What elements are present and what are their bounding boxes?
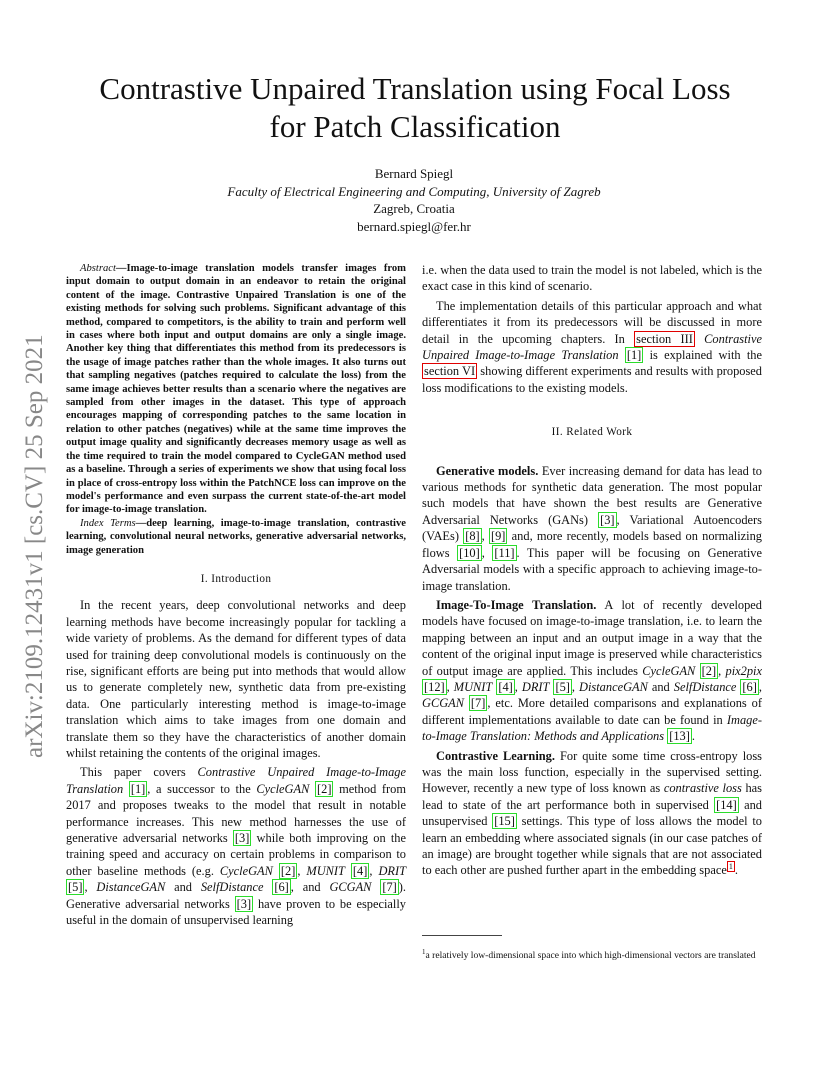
citation-link[interactable]: [4] [352,863,368,878]
citation-link[interactable]: [15] [494,814,515,829]
citation-link[interactable]: [11] [494,545,515,560]
citation-link[interactable]: [1] [130,781,146,796]
author-location: Zagreb, Croatia [373,201,455,216]
title-line-1: Contrastive Unpaired Translation using Focal Loss [99,71,731,106]
citation-link[interactable]: [14] [716,797,737,812]
index-terms: Index Terms—deep learning, image-to-image translation, contrastive learning, convolutional neural networks, generative adversarial networks, image generation [66,517,406,556]
index-terms-label: Index Terms [80,517,136,529]
intro-paragraph-1: In the recent years, deep convolutional networks and deep learning methods have become increasingly popular for tackling a wide variety of problems. As the demand for different types of data used for training deep convolutional models is continuously on the rise, significant efforts are being put into methods that would allow us to generate completely new, synthetic data from pre-existing data. One particularly interesting method is image-to-image translation which aims to take images from one domain and translate them so they have the characteristics of another domain whilst retaining the contents of the original images. [66,598,406,760]
abstract-label: Abstract [80,263,116,274]
footnote-divider [422,935,502,936]
paper-title [60,70,770,146]
author-name: Bernard Spiegl [374,166,454,181]
section-link[interactable]: section VI [424,364,476,379]
intro-paragraph-continued: i.e. when the data used to train the model is not labeled, which is the exact case in this kind of scenario. [422,263,762,294]
citation-link[interactable]: [7] [382,880,397,895]
paragraph-contrastive-learning: Contrastive Learning. For quite some time cross-entropy loss was the main loss function, especially in the supervised setting. However, recently a new type of loss known as contrastive loss has lead to state of the art performance both in supervised [14] and unsupervised [15] settings. This type of loss allows the model to learn an embedding where associated signals (in our case patches of an image) are brought together while signals that are not associated to each other are pushed further apart in the embedding space $^1$ . [422,748,762,878]
intro-paragraph-3: The implementation details of this particular approach and what differentiates it from its predecessors will be discussed in more detail in the upcoming chapters. In section III Contrastive Unpaired Image-to-Image Translation [1] is explained with the section VI showing different experiments and results with proposed loss modifications to the existing models. [422,298,762,395]
citation-link[interactable]: [7] [470,696,486,711]
abstract: Abstract—Image-to-image translation models transfer images from input domain to output domain in an endeavor to retain the original content of the image. Contrastive Unpaired Translation is one of the existing methods for solving such problems. Significant advantage of this method, compared to competitors, is the ability to train and perform well in cases where both input and output domains are only a single image. Another key thing that differentiates this method from its predecessors is the usage of image patches rather than the whole images. It also turns out that sampling negatives (patches required to calculate the loss) from the same image achieves better results than a scenario where the negatives are sampled from other images in the dataset. This type of approach encourages mapping of corresponding patches to the same location in relation to other patches (negatives) while at the same time improves the output image quality and significantly decreases memory usage as well as the time required to train the model compared to CycleGAN method used as a baseline. Through a series of experiments we show that using focal loss in place of cross-entropy loss within the PatchNCE loss can improve on the model's performance and even surpass the current state-of-the-art model for image-to-image translation. [66,263,406,516]
citation-link[interactable]: [3] [600,512,615,527]
section-heading-related-work: II. Related Work [551,426,633,439]
title-line-2: for Patch Classification [269,109,561,144]
paragraph-generative-models: Generative models. Ever increasing demand for data has lead to various methods for synthetic data generation. The most popular such models that have shown the best results are Generative Adversarial Networks (GANs) [3] , Variational Autoencoders (VAEs) [8] , [9] and, more recently, models based on normalizing flows [10] , [11] . This paper will be focusing on Generative Adversarial models with a specific approach to achieving image-to-image translation. [422,463,763,593]
citation-link[interactable]: [2] [280,863,296,878]
citation-link[interactable]: [2] [701,663,717,678]
section-heading-introduction: I. Introduction [200,572,272,585]
author-affiliation: Faculty of Electrical Engineering and Computing, University of Zagreb [227,183,601,199]
citation-link[interactable]: [3] [234,831,250,846]
citation-link[interactable]: [6] [742,679,757,694]
citation-link[interactable]: [5] [555,679,570,694]
citation-link[interactable]: [10] [459,545,480,560]
author-block [100,165,728,235]
citation-link[interactable]: [13] [669,729,690,744]
citation-link[interactable]: [4] [498,679,513,694]
citation-link[interactable]: [3] [236,896,252,911]
paragraph-image-to-image: Image-To-Image Translation. A lot of recently developed models have focused on image-to-image translation, i.e. to learn the mapping between an input and an output image in a way that the content of the original input image is preserved while characteristics of output image are applied. This includes CycleGAN [2] , pix2pix [12] , MUNIT [4] , DRIT [5] , DistanceGAN and SelfDistance [6] , GCGAN [7] , etc. More detailed comparisons and explanations of different implementations available to date can be found in Image-to-Image Translation: Methods and Applications [13] . [422,597,762,744]
citation-link[interactable]: [5] [68,880,83,895]
left-column [66,262,406,931]
citation-link[interactable]: [1] [626,348,642,363]
author-email: bernard.spiegl@fer.hr [357,218,471,234]
footnote-mark: 1 [422,948,426,956]
citation-link[interactable]: [9] [490,529,506,544]
section-link[interactable]: section III [636,331,693,346]
intro-paragraph-2: This paper covers Contrastive Unpaired Image-to-Image Translation [1] , a successor to the CycleGAN [2] method from 2017 and proposes tweaks to the model that result in notable performance increases. This new method harnesses the use of generative adversarial networks [3] while both improving on the training speed and accuracy on certain problems in comparison to other baseline methods (e.g. CycleGAN [2] , MUNIT [4] , DRIT [5] , DistanceGAN and SelfDistance [6] , and GCGAN [7] ). Generative adversarial networks [3] have proven to be especially useful in the domain of unsupervised learning [66,765,406,928]
citation-link[interactable]: [8] [465,529,480,544]
citation-link[interactable]: [12] [424,679,445,694]
right-column [422,262,762,882]
footnote [422,946,762,963]
footnote-link[interactable]: 1 [728,862,733,872]
footnote-text: a relatively low-dimensional space into which high-dimensional vectors are translated [425,950,756,962]
citation-link[interactable]: [2] [317,781,332,796]
arxiv-margin-identifier: arXiv:2109.12431v1 [cs.CV] 25 Sep 2021 [21,334,48,758]
citation-link[interactable]: [6] [274,880,289,895]
